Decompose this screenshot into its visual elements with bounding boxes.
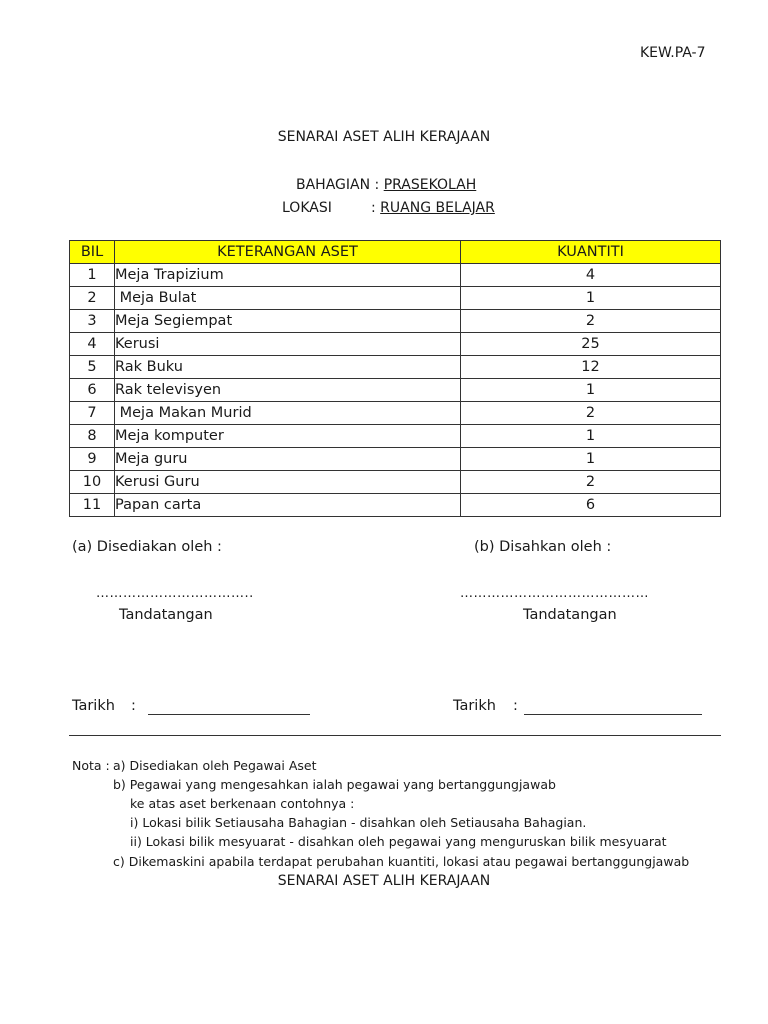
cell-keterangan: Meja Bulat	[115, 287, 461, 310]
header-kuantiti: KUANTITI	[461, 241, 721, 264]
bahagian-row	[296, 177, 476, 193]
cell-keterangan: Kerusi Guru	[115, 471, 461, 494]
lokasi-row	[282, 200, 332, 216]
notes-label: Nota :	[72, 758, 110, 773]
cell-bil: 8	[70, 425, 115, 448]
cell-kuantiti: 1	[461, 425, 721, 448]
cell-kuantiti: 6	[461, 494, 721, 517]
cell-bil: 4	[70, 333, 115, 356]
asset-table-body	[70, 264, 721, 517]
table-row	[70, 402, 721, 425]
cell-bil: 10	[70, 471, 115, 494]
table-row	[70, 356, 721, 379]
document-code: KEW.PA-7	[640, 45, 706, 61]
cell-keterangan: Meja komputer	[115, 425, 461, 448]
approved-date-line	[524, 714, 702, 715]
table-row	[70, 333, 721, 356]
cell-bil: 6	[70, 379, 115, 402]
prepared-date-line	[148, 714, 310, 715]
table-row	[70, 494, 721, 517]
approved-signature-dots: ……………………………………	[460, 586, 649, 601]
cell-kuantiti: 2	[461, 310, 721, 333]
footer-title: SENARAI ASET ALIH KERAJAAN	[277, 873, 491, 889]
cell-bil: 11	[70, 494, 115, 517]
note-line: b) Pegawai yang mengesahkan ialah pegawai yang bertanggungjawab	[113, 777, 556, 792]
table-row	[70, 448, 721, 471]
cell-keterangan: Rak Buku	[115, 356, 461, 379]
cell-keterangan: Kerusi	[115, 333, 461, 356]
cell-bil: 9	[70, 448, 115, 471]
cell-keterangan: Meja Trapizium	[115, 264, 461, 287]
cell-kuantiti: 12	[461, 356, 721, 379]
cell-bil: 3	[70, 310, 115, 333]
cell-kuantiti: 2	[461, 402, 721, 425]
cell-keterangan: Rak televisyen	[115, 379, 461, 402]
prepared-date-label: Tarikh	[72, 698, 115, 714]
prepared-signature-dots: ……………………………..	[96, 586, 254, 601]
note-line: ii) Lokasi bilik mesyuarat - disahkan oleh pegawai yang menguruskan bilik mesyuarat	[130, 834, 667, 849]
approved-date-separator: :	[513, 698, 518, 714]
cell-kuantiti: 1	[461, 379, 721, 402]
table-row	[70, 264, 721, 287]
lokasi-separator: :	[371, 200, 376, 216]
cell-keterangan: Meja Segiempat	[115, 310, 461, 333]
note-line: c) Dikemaskini apabila terdapat perubahan kuantiti, lokasi atau pegawai bertanggungjawab	[113, 854, 690, 869]
note-line: i) Lokasi bilik Setiausaha Bahagian - disahkan oleh Setiausaha Bahagian.	[130, 815, 587, 830]
cell-bil: 1	[70, 264, 115, 287]
cell-kuantiti: 1	[461, 448, 721, 471]
approved-date-label: Tarikh	[453, 698, 496, 714]
cell-kuantiti: 1	[461, 287, 721, 310]
cell-keterangan: Meja guru	[115, 448, 461, 471]
prepared-signature-caption: Tandatangan	[119, 607, 213, 623]
cell-keterangan: Papan carta	[115, 494, 461, 517]
table-row	[70, 471, 721, 494]
asset-table	[69, 240, 721, 517]
cell-bil: 7	[70, 402, 115, 425]
table-row	[70, 310, 721, 333]
prepared-by-heading: (a) Disediakan oleh :	[72, 539, 222, 555]
approved-signature-caption: Tandatangan	[523, 607, 617, 623]
bahagian-label: BAHAGIAN :	[296, 177, 380, 193]
header-keterangan: KETERANGAN ASET	[115, 241, 461, 264]
table-header-row	[70, 241, 721, 264]
cell-kuantiti: 2	[461, 471, 721, 494]
approved-by-heading: (b) Disahkan oleh :	[474, 539, 612, 555]
cell-keterangan: Meja Makan Murid	[115, 402, 461, 425]
cell-kuantiti: 4	[461, 264, 721, 287]
note-line: ke atas aset berkenaan contohnya :	[130, 796, 355, 811]
cell-bil: 5	[70, 356, 115, 379]
header-bil: BIL	[70, 241, 115, 264]
cell-bil: 2	[70, 287, 115, 310]
section-divider	[69, 735, 721, 736]
note-line: a) Disediakan oleh Pegawai Aset	[113, 758, 317, 773]
table-row	[70, 379, 721, 402]
lokasi-value: RUANG BELAJAR	[380, 200, 495, 216]
cell-kuantiti: 25	[461, 333, 721, 356]
prepared-date-separator: :	[131, 698, 136, 714]
lokasi-label: LOKASI	[282, 200, 332, 216]
table-row	[70, 287, 721, 310]
table-row	[70, 425, 721, 448]
lokasi-value-row	[371, 200, 495, 216]
bahagian-value: PRASEKOLAH	[383, 177, 477, 193]
page-title: SENARAI ASET ALIH KERAJAAN	[277, 129, 491, 145]
